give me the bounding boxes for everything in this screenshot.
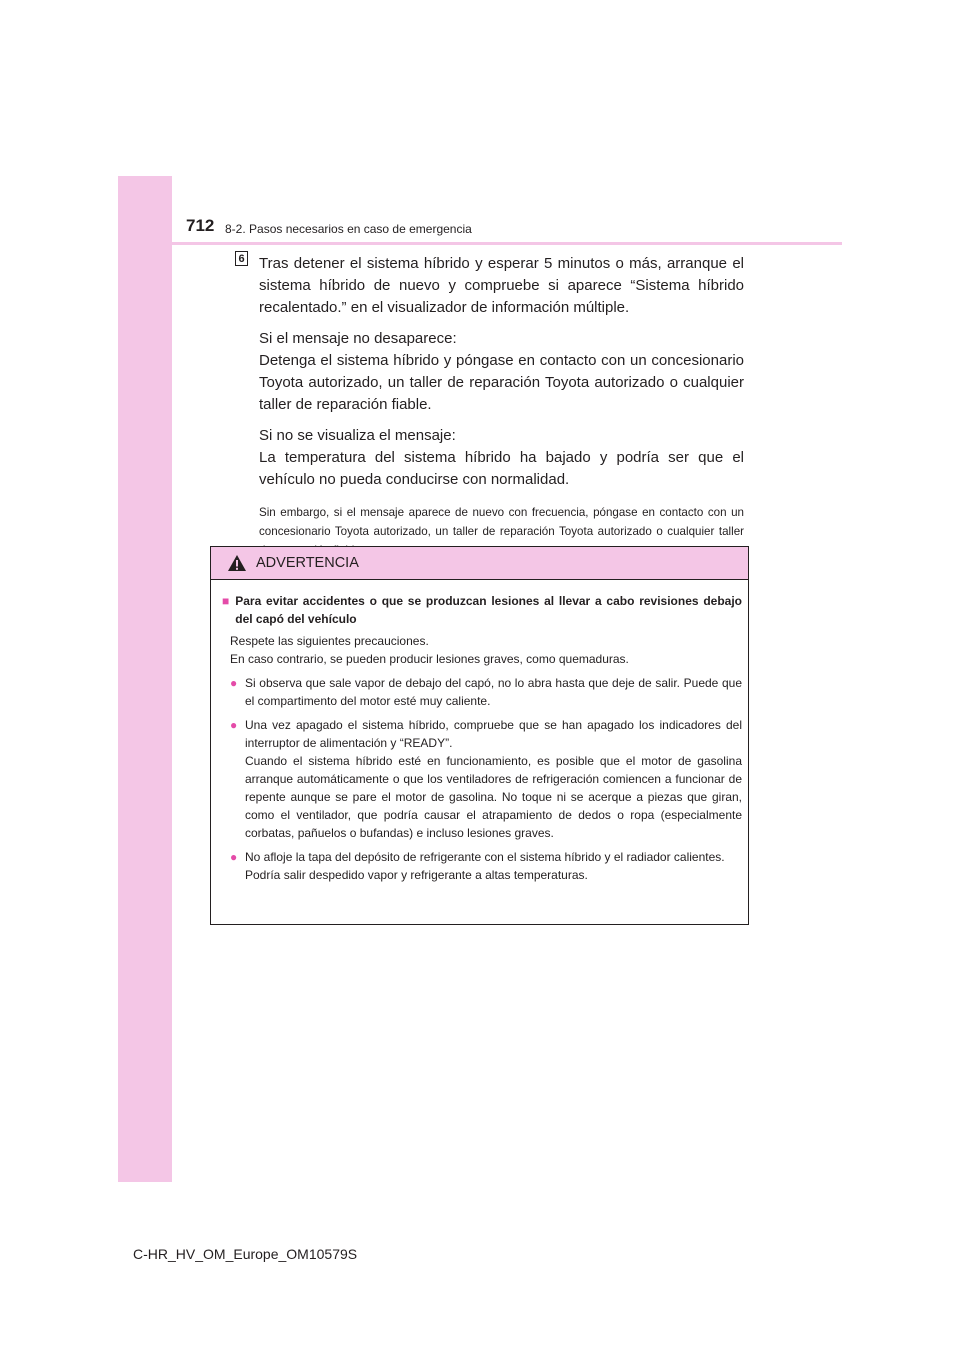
chapter-sidebar-tab xyxy=(118,176,172,1182)
warning-triangle-icon xyxy=(227,554,247,572)
warning-body xyxy=(211,580,748,884)
step-paragraph: Tras detener el sistema híbrido y esperar 5 minutos o más, arranque el sistema híbrido de nuevo y compruebe si aparece “Sistema híbrido recalentado.” en el visualizador de información múltiple. xyxy=(259,255,744,316)
circle-bullet-icon: ● xyxy=(230,718,238,732)
circle-bullet-icon: ● xyxy=(230,850,238,864)
list-item: ● Si observa que sale vapor de debajo del capó, no lo abra hasta que deje de salir. Puede que el compartimento del motor esté muy caliente. xyxy=(230,676,742,708)
document-footer: C-HR_HV_OM_Europe_OM10579S xyxy=(133,1246,358,1262)
header-divider xyxy=(172,242,842,245)
warning-bullet-list xyxy=(230,674,742,884)
page-number: 712 xyxy=(186,216,215,235)
warning-heading xyxy=(222,592,742,628)
warning-heading-text: Para evitar accidentes o que se produzcan lesiones al llevar a cabo revisiones debajo del capó del vehículo xyxy=(235,594,742,626)
warning-title: ADVERTENCIA xyxy=(256,555,359,571)
step-number-badge: 6 xyxy=(235,251,248,266)
warning-header xyxy=(211,547,748,580)
section-title: 8-2. Pasos necesarios en caso de emergencia xyxy=(225,222,472,236)
warning-intro: Respete las siguientes precauciones. En caso contrario, se pueden producir lesiones graves, como quemaduras. xyxy=(230,634,629,666)
step-paragraph: Si no se visualiza el mensaje: La temperatura del sistema híbrido ha bajado y podría ser que el vehículo no pueda conducirse con normalidad. xyxy=(259,427,744,488)
list-item: ● No afloje la tapa del depósito de refrigerante con el sistema híbrido y el radiador calientes. Podría salir despedido vapor y refrigerante a altas temperaturas. xyxy=(230,850,725,882)
step-paragraph: Si el mensaje no desaparece: Detenga el sistema híbrido y póngase en contacto con un concesionario Toyota autorizado, un taller de reparación Toyota autorizado o cualquier taller de reparación fiable. xyxy=(259,330,744,413)
circle-bullet-icon: ● xyxy=(230,676,238,690)
step-note: Sin embargo, si el mensaje aparece de nuevo con frecuencia, póngase en contacto con un concesionario Toyota autorizado, un taller de reparación Toyota autorizado o cualquier taller xyxy=(259,506,744,538)
step-body xyxy=(259,253,744,560)
square-bullet-icon: ■ xyxy=(222,594,230,608)
warning-box xyxy=(210,546,749,925)
list-item: ● Una vez apagado el sistema híbrido, compruebe que se han apagado los indicadores del interruptor de alimentación y “READY”. Cuando el sistema híbrido esté en funcionamiento, es posible que el motor de gasolina arranque automáticamente o que los ventiladores de refrigeración comiencen a funcionar de repente aunque se pare el motor de gasolina. No toque ni se acerque a piezas que giran, como el ventilador, que podría causar el atrapamiento de dedos o ropa (especialmente corbatas, pañuelos o bufandas) e incluso lesiones graves. xyxy=(230,718,742,840)
